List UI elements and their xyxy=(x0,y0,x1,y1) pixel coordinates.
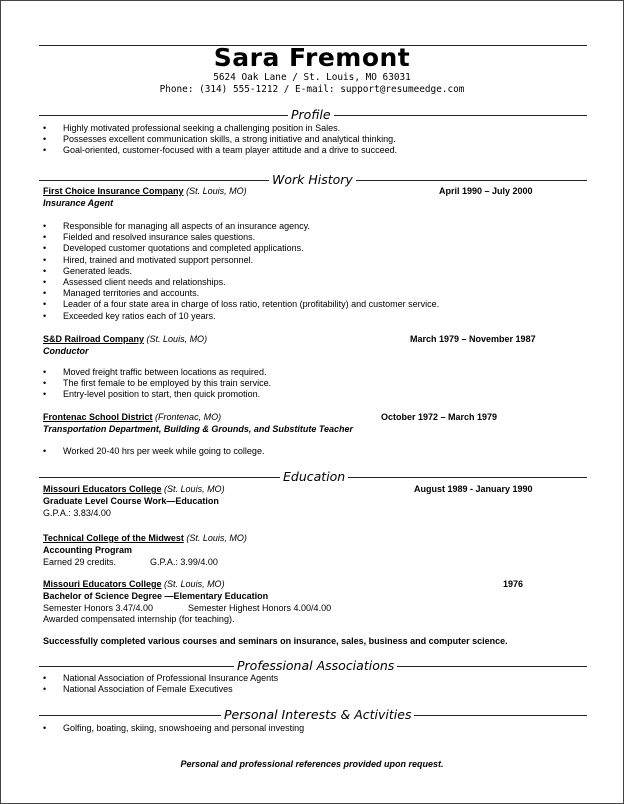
references-note: Personal and professional references provided upon request. xyxy=(180,759,444,769)
school-dates: August 1989 - January 1990 xyxy=(414,484,533,494)
associations-list xyxy=(43,673,278,695)
interests-heading: Personal Interests & Activities xyxy=(221,708,414,722)
list-item: • Highly motivated professional seeking a challenging position in Sales. xyxy=(43,123,397,134)
school-program: Graduate Level Course Work—Education xyxy=(43,496,219,506)
candidate-name: Sara Fremont xyxy=(213,43,411,72)
company-name: First Choice Insurance Company xyxy=(43,186,184,196)
education-summary: Successfully completed various courses and seminars on insurance, sales, business and computer science. xyxy=(43,636,508,646)
list-item: • National Association of Female Executives xyxy=(43,684,278,695)
list-item: • Possesses excellent communication skills, a strong initiative and analytical thinking. xyxy=(43,134,397,145)
company-location: (St. Louis, MO) xyxy=(186,186,247,196)
school-line xyxy=(43,533,247,544)
school-detail: Awarded compensated internship (for teaching). xyxy=(43,614,235,624)
school-dates: 1976 xyxy=(503,579,524,589)
job-dates: October 1972 – March 1979 xyxy=(381,412,498,422)
school-name: Technical College of the Midwest xyxy=(43,533,184,543)
school-location: (St. Louis, MO) xyxy=(164,579,225,589)
company-name: Frontenac School District xyxy=(43,412,153,422)
list-item: • Generated leads. xyxy=(43,266,439,277)
school-detail: G.P.A.: 3.99/4.00 xyxy=(150,557,218,567)
list-item: • Managed territories and accounts. xyxy=(43,288,439,299)
job-title: Transportation Department, Building & Grounds, and Substitute Teacher xyxy=(43,424,354,434)
list-item: • Golfing, boating, skiing, snowshoeing and personal investing xyxy=(43,723,304,734)
list-item: • Developed customer quotations and completed applications. xyxy=(43,243,439,254)
school-program: Bachelor of Science Degree —Elementary Education xyxy=(43,591,269,601)
work-heading: Work History xyxy=(269,173,356,187)
list-item: • Entry-level position to start, then quick promotion. xyxy=(43,389,271,400)
list-item: • National Association of Professional Insurance Agents xyxy=(43,673,278,684)
list-item: • Worked 20-40 hrs per week while going to college. xyxy=(43,446,264,457)
list-item: • Fielded and resolved insurance sales questions. xyxy=(43,232,439,243)
profile-list xyxy=(43,123,397,157)
list-item: • Moved freight traffic between locations as required. xyxy=(43,367,271,378)
school-detail: Semester Honors 3.47/4.00 xyxy=(43,603,154,613)
associations-heading: Professional Associations xyxy=(234,659,397,673)
school-detail: Earned 29 credits. xyxy=(43,557,117,567)
interests-list xyxy=(43,723,304,734)
contact-line: Phone: (314) 555-1212 / E-mail: support@resumeedge.com xyxy=(159,84,465,95)
company-location: (St. Louis, MO) xyxy=(146,334,208,344)
job-duties-list xyxy=(43,221,439,322)
profile-heading: Profile xyxy=(288,108,334,122)
company-name: S&D Railroad Company xyxy=(43,334,145,344)
job-title: Insurance Agent xyxy=(43,198,114,208)
list-item: • Leader of a four state area in charge of loss ratio, retention (profitability) and customer service. xyxy=(43,299,439,310)
job-title: Conductor xyxy=(43,346,89,356)
school-line xyxy=(43,484,225,495)
school-name: Missouri Educators College xyxy=(43,484,162,494)
school-detail: Semester Highest Honors 4.00/4.00 xyxy=(188,603,332,613)
list-item: • Hired, trained and motivated support personnel. xyxy=(43,255,439,266)
school-location: (St. Louis, MO) xyxy=(186,533,247,543)
address-line: 5624 Oak Lane / St. Louis, MO 63031 xyxy=(213,72,411,83)
job-company-line xyxy=(43,412,221,423)
company-location: (Frontenac, MO) xyxy=(155,412,222,422)
school-program: Accounting Program xyxy=(43,545,133,555)
school-name: Missouri Educators College xyxy=(43,579,162,589)
job-company-line xyxy=(43,334,207,345)
list-item: • Responsible for managing all aspects of an insurance agency. xyxy=(43,221,439,232)
education-heading: Education xyxy=(280,470,348,484)
job-dates: April 1990 – July 2000 xyxy=(439,186,533,196)
list-item: • The first female to be employed by this train service. xyxy=(43,378,271,389)
list-item: • Assessed client needs and relationships. xyxy=(43,277,439,288)
school-location: (St. Louis, MO) xyxy=(164,484,225,494)
job-duties-list xyxy=(43,446,264,457)
job-duties-list xyxy=(43,367,271,401)
job-company-line xyxy=(43,186,247,197)
list-item: • Exceeded key ratios each of 10 years. xyxy=(43,311,439,322)
school-line xyxy=(43,579,225,590)
list-item: • Goal-oriented, customer-focused with a team player attitude and a drive to succeed. xyxy=(43,145,397,156)
school-detail: G.P.A.: 3.83/4.00 xyxy=(43,508,111,518)
job-dates: March 1979 – November 1987 xyxy=(410,334,536,344)
